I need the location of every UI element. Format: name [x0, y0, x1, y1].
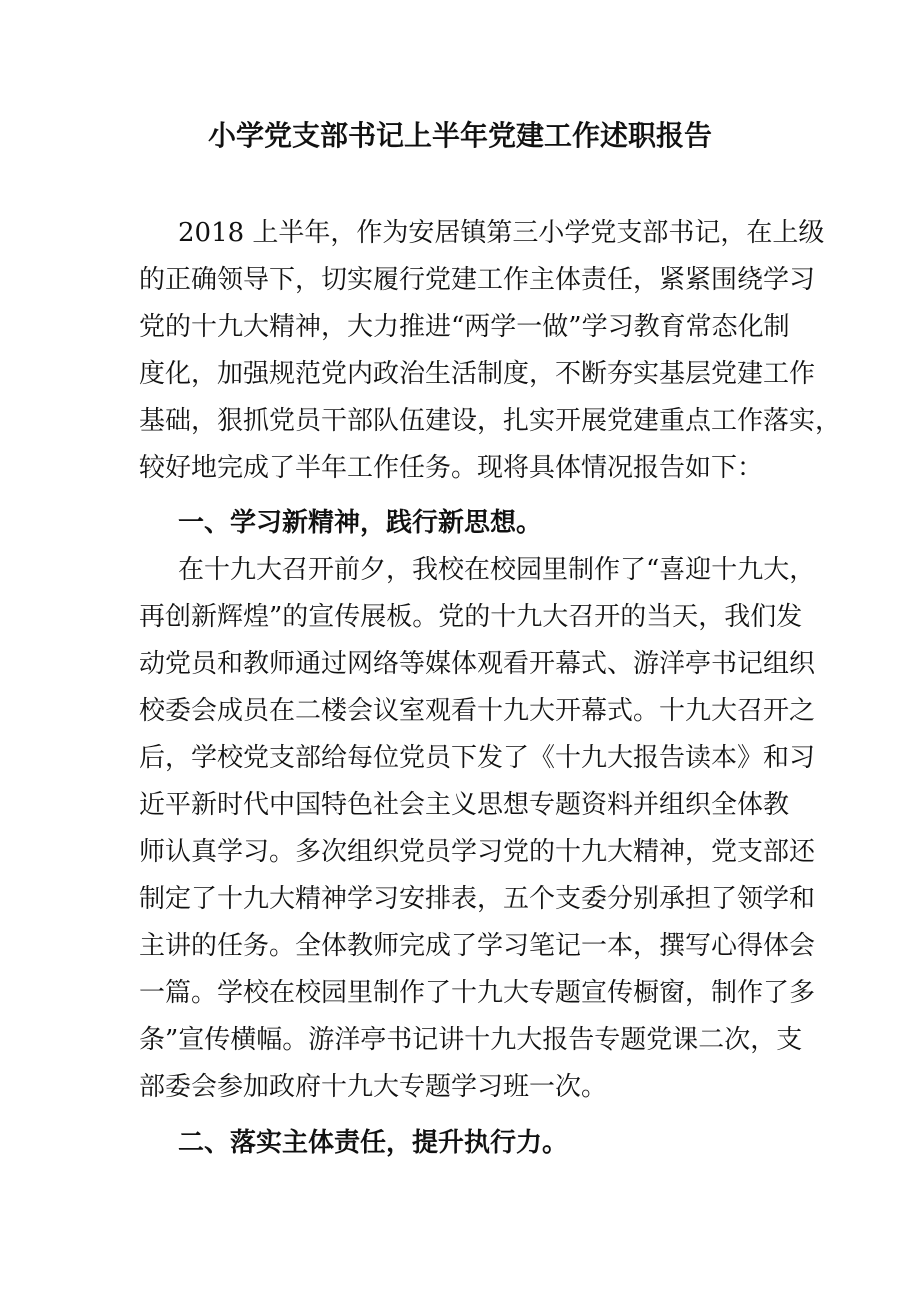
paragraph-line: 校委会成员在二楼会议室观看十九大开幕式。十九大召开之: [139, 696, 816, 726]
paragraph-line: 一篇。学校在校园里制作了十九大专题宣传橱窗，制作了多: [139, 978, 816, 1008]
paragraph-line: 动党员和教师通过网络等媒体观看开幕式、游洋亭书记组织: [139, 649, 816, 679]
section-heading-1: [139, 500, 784, 547]
paragraph-line: 2018 上半年，作为安居镇第三小学党支部书记，在上级: [178, 218, 825, 248]
paragraph-line: 师认真学习。多次组织党员学习党的十九大精神，党支部还: [139, 837, 816, 867]
document-title: 小学党支部书记上半年党建工作述职报告: [207, 119, 712, 152]
heading-text: 一、学习新精神，践行新思想。: [178, 508, 543, 538]
paragraph-line: 条”宣传横幅。游洋亭书记讲十九大报告专题党课二次，支: [139, 1025, 803, 1055]
paragraph-line: 再创新辉煌”的宣传展板。党的十九大召开的当天，我们发: [139, 602, 803, 632]
paragraph-section-1: [139, 547, 816, 1111]
paragraph-line: 较好地完成了半年工作任务。现将具体情况报告如下：: [139, 453, 764, 483]
paragraph-line: 后，学校党支部给每位党员下发了《十九大报告读本》和习: [139, 743, 816, 773]
paragraph-line: 在十九大召开前夕，我校在校园里制作了“喜迎十九大，: [178, 555, 816, 585]
paragraph-line: 的正确领导下，切实履行党建工作主体责任，紧紧围绕学习: [139, 265, 816, 295]
paragraph-line: 基础，狠抓党员干部队伍建设，扎实开展党建重点工作落实，: [139, 406, 842, 436]
paragraph-line: 主讲的任务。全体教师完成了学习笔记一本，撰写心得体会: [139, 931, 816, 961]
paragraph-line: 制定了十九大精神学习安排表，五个支委分别承担了领学和: [139, 884, 816, 914]
paragraph-intro: [139, 210, 842, 492]
paragraph-line: 党的十九大精神，大力推进“两学一做”学习教育常态化制: [139, 312, 790, 342]
section-heading-2: [139, 1120, 784, 1167]
heading-text: 二、落实主体责任，提升执行力。: [178, 1128, 569, 1158]
paragraph-line: 部委会参加政府十九大专题学习班一次。: [139, 1072, 608, 1102]
paragraph-line: 度化，加强规范党内政治生活制度，不断夯实基层党建工作: [139, 359, 816, 389]
paragraph-line: 近平新时代中国特色社会主义思想专题资料并组织全体教: [139, 790, 790, 820]
